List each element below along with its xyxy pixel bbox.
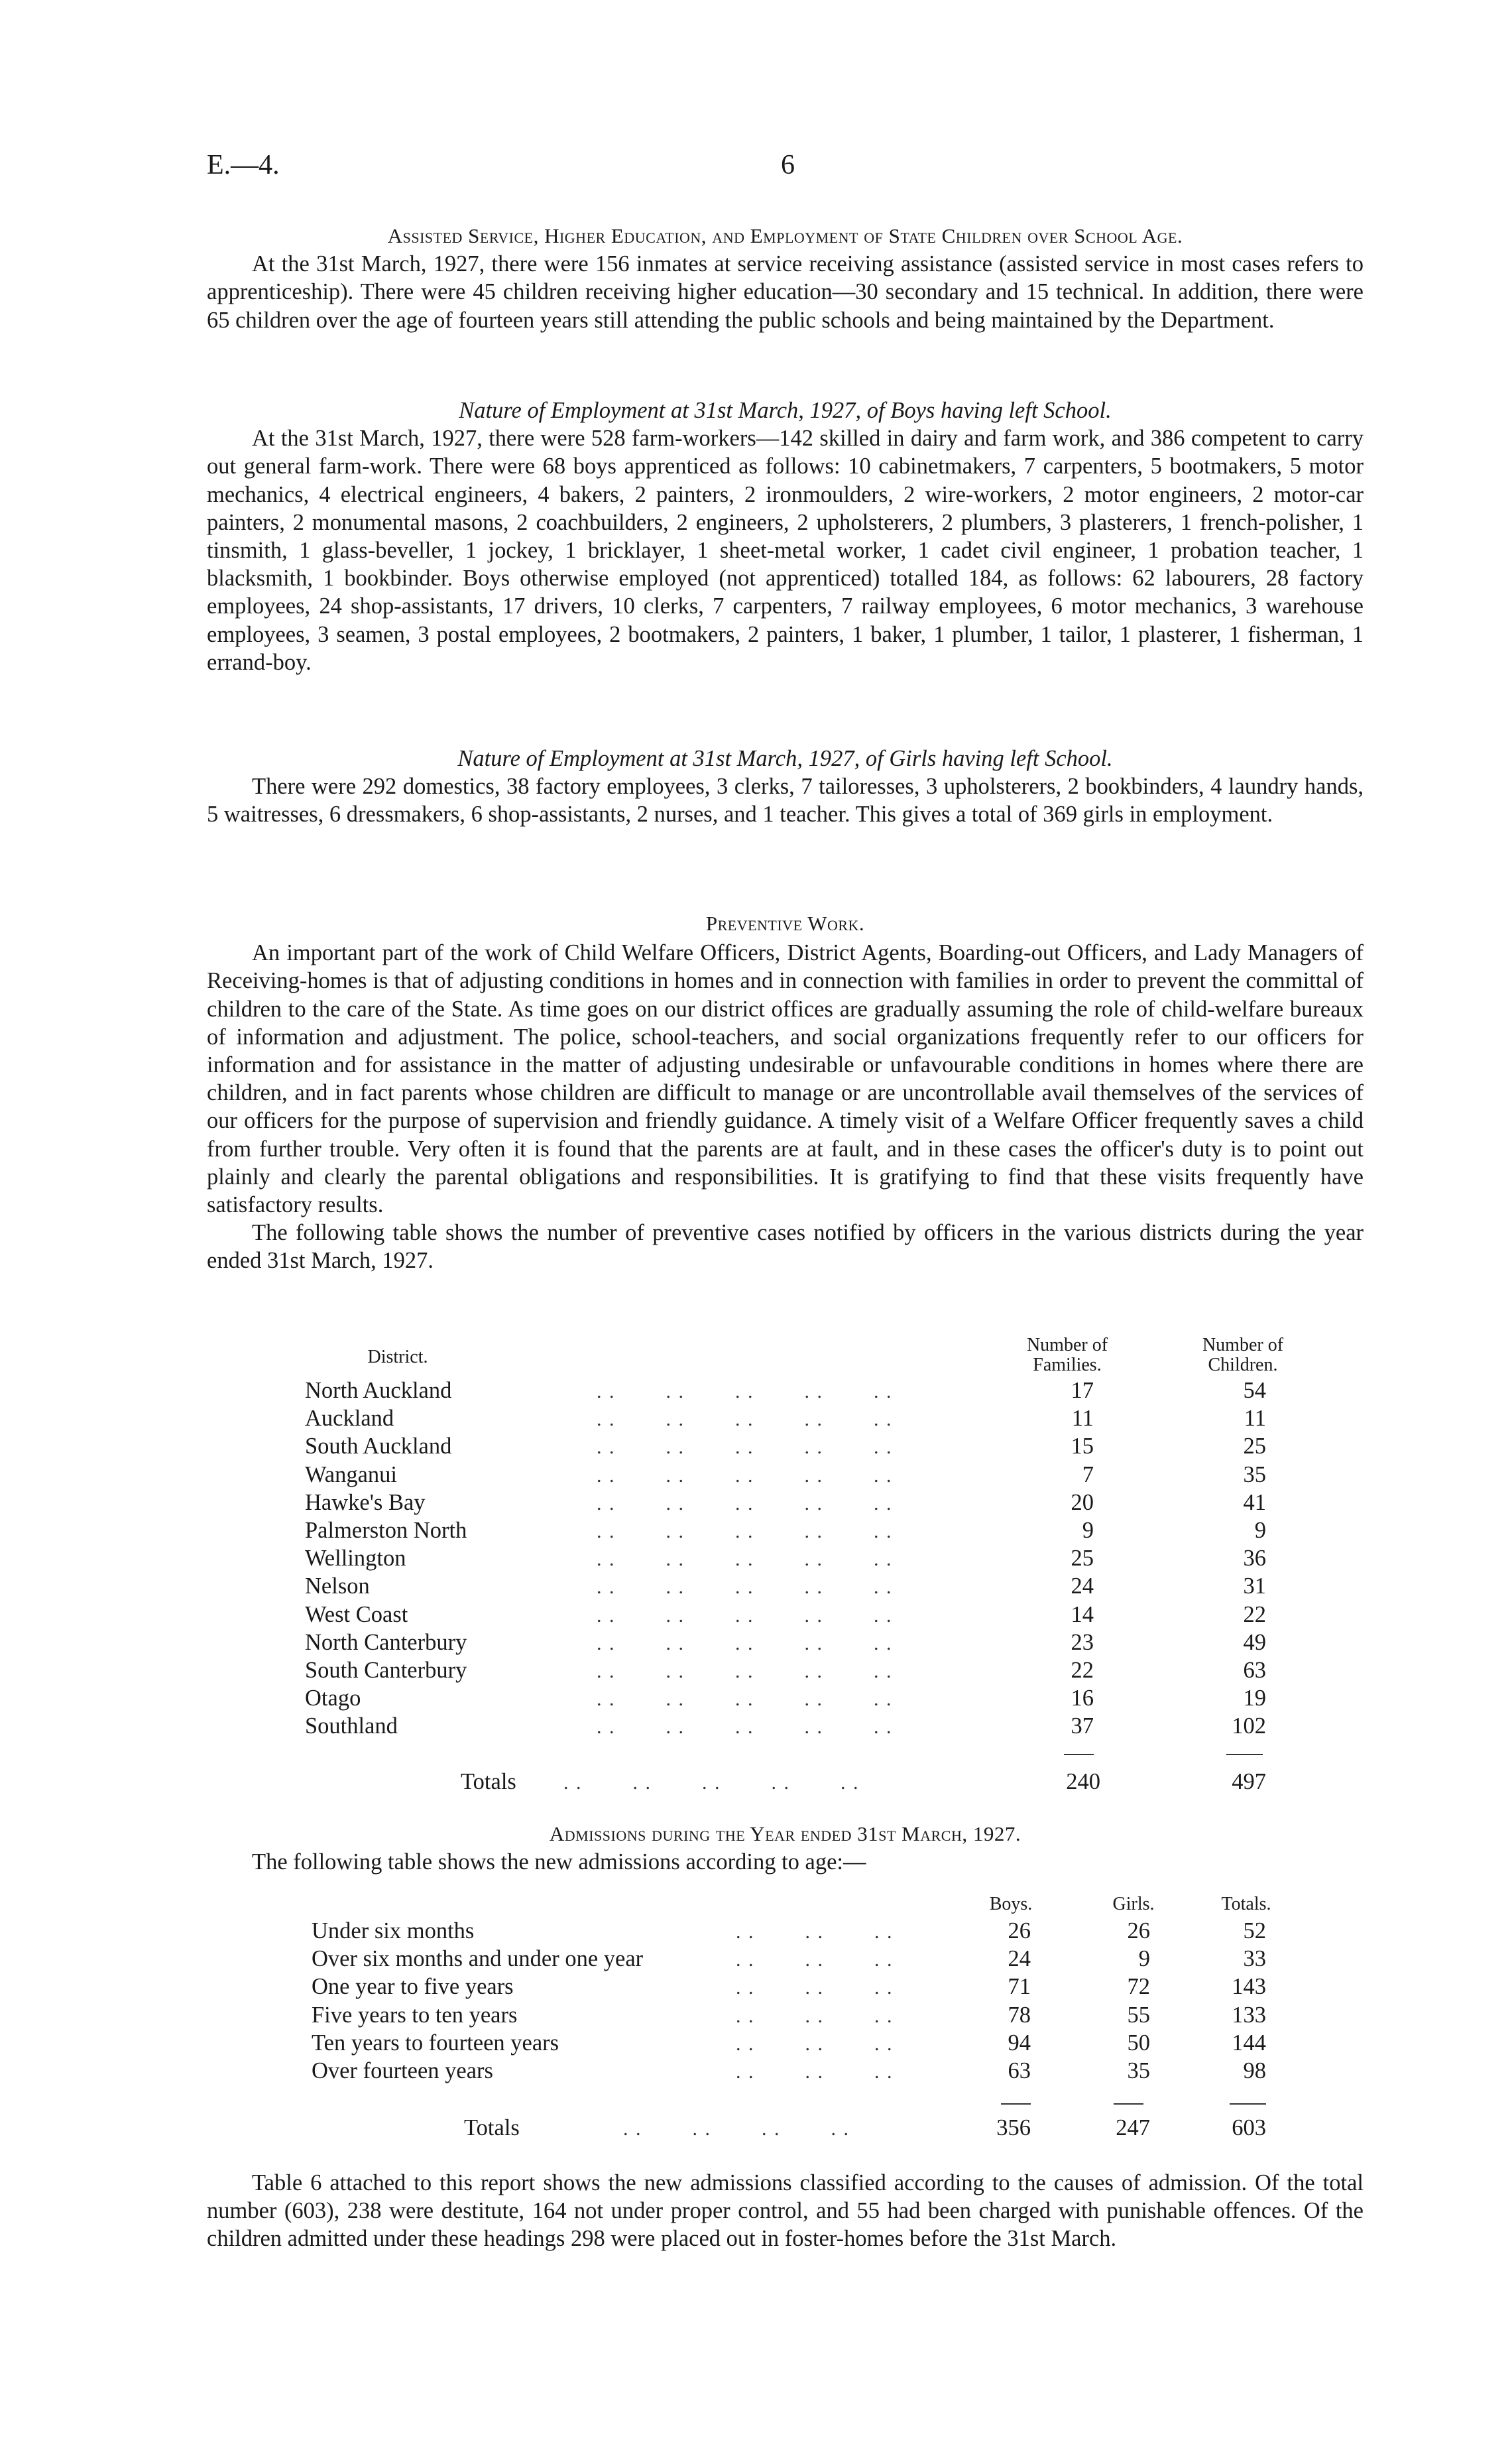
section-boys-employment — [207, 397, 1364, 676]
dot-leader: . . . . . . . . . . — [597, 1716, 893, 1739]
dot-leader: . . . . . . . . . . — [597, 1688, 893, 1711]
district-children: 11 — [1244, 1406, 1266, 1432]
boys-heading: Nature of Employment at 31st March, 1927, of Boys having left School. — [459, 398, 1112, 423]
district-families: 17 — [1071, 1378, 1094, 1403]
dot-leader: . . . . . . . . . . — [597, 1548, 893, 1571]
col-header-totals: Totals. — [1221, 1894, 1271, 1914]
admissions-girls: 35 — [1127, 2058, 1150, 2083]
district-children: 49 — [1243, 1629, 1266, 1655]
admissions-boys: 26 — [1008, 1918, 1031, 1943]
admissions-boys: 78 — [1008, 2002, 1031, 2028]
section-assisted-service — [207, 222, 1364, 334]
district-totals-label: Totals — [461, 1769, 516, 1794]
all-total-rule — [1230, 2103, 1266, 2105]
admissions-total: 98 — [1243, 2058, 1266, 2083]
admissions-boys: 24 — [1008, 1946, 1031, 1972]
girls-heading: Nature of Employment at 31st March, 1927, of Girls having left School. — [457, 746, 1113, 771]
admissions-boys: 63 — [1008, 2058, 1031, 2083]
age-group-label: One year to five years — [312, 1974, 514, 2000]
boys-paragraph: At the 31st March, 1927, there were 528 farm-workers—142 skilled in dairy and farm work, and 386 competent to carry out general farm-work. There were 68 boys apprenticed as follows: 10 cabinetmakers, 7 carpenters, 5 bootmakers, 5 motor mechanics, 4 electrical engineers, 4 bakers, 2 painters, 2 ironmoulders, 2 wire-workers, 2 motor engineers, 2 motor-car painters, 2 monumental masons, 2 coachbuilders, 2 engineers, 2 upholsterers, 2 plumbers, 3 plasterers, 1 french-polisher, 1 tinsmith, 1 glass-beveller, 1 jockey, 1 bricklayer, 1 sheet-metal worker, 1 cadet civil engineer, 1 probation teacher, 1 blacksmith, 1 bookbinder. Boys otherwise employed (not apprenticed) totalled 184, as follows: 62 labourers, 28 factory employees, 24 shop-assistants, 17 drivers, 10 clerks, 7 carpenters, 7 railway employees, 6 motor mechanics, 3 warehouse employees, 3 seamen, 3 postal employees, 2 bootmakers, 2 painters, 1 baker, 1 plumber, 1 tailor, 1 plasterer, 1 fisherman, 1 errand-boy. — [207, 426, 1364, 675]
dot-leader: . . . . . . . . . . — [597, 1408, 893, 1431]
district-name: Palmerston North — [305, 1518, 467, 1543]
admissions-heading: Admissions during the Year ended 31st March, 1927. — [549, 1822, 1021, 1845]
preventive-paragraph-1: An important part of the work of Child Welfare Officers, District Agents, Boarding-out Officers, and Lady Managers of Receiving-homes is that of adjusting conditions in homes and in connection with families in order to prevent the committal of children to the care of the State. As time goes on our district offices are gradually assuming the role of child-welfare bureaux of information and adjustment. The police, school-teachers, and social organizations frequently refer to our officers for information and for assistance in the matter of adjusting undesirable or unfavourable conditions in homes where there are children, and in fact parents whose children are difficult to manage or are uncontrollable avail themselves of the services of our officers for the purpose of supervision and friendly guidance. A timely visit of a Welfare Officer frequently saves a child from further trouble. Very often it is found that the parents are at fault, and in these cases the officer's duty is to point out plainly and clearly the parental obligations and responsibilities. It is gratifying to find that these visits frequently have satisfactory results. — [207, 940, 1364, 1218]
district-name: South Auckland — [305, 1434, 452, 1459]
district-families: 22 — [1071, 1658, 1094, 1683]
dot-leader: . . . . . . . . . . — [597, 1632, 893, 1654]
admissions-intro: The following table shows the new admissions according to age:— — [252, 1849, 866, 1875]
preventive-paragraph-2: The following table shows the number of preventive cases notified by officers in the various districts during the year ended 31st March, 1927. — [207, 1220, 1364, 1274]
district-children: 54 — [1243, 1378, 1266, 1403]
admissions-closing — [207, 2169, 1364, 2253]
dot-leader: . . . . . . — [736, 1921, 894, 1943]
district-children: 35 — [1243, 1461, 1266, 1487]
admissions-girls: 26 — [1127, 1918, 1150, 1943]
dot-leader: . . . . . . — [736, 1949, 894, 1971]
admissions-girls: 72 — [1127, 1974, 1150, 2000]
admissions-boys: 71 — [1008, 1974, 1031, 2000]
girls-total-rule — [1114, 2103, 1143, 2105]
age-group-label: Five years to ten years — [312, 2002, 518, 2028]
district-name: Otago — [305, 1686, 361, 1711]
admissions-total-all: 603 — [1232, 2115, 1266, 2140]
dot-leader: . . . . . . . . . . — [597, 1492, 893, 1514]
admissions-total: 33 — [1243, 1946, 1266, 1972]
preventive-heading: Preventive Work. — [705, 912, 865, 935]
children-total-rule — [1226, 1754, 1263, 1755]
admissions-boys: 94 — [1008, 2030, 1031, 2056]
dot-leader: . . . . . . . . . . — [563, 1772, 860, 1794]
age-group-label: Over fourteen years — [312, 2058, 493, 2083]
col-header-families: Number of Families. — [1026, 1335, 1108, 1375]
district-name: South Canterbury — [305, 1658, 467, 1683]
admissions-girls: 55 — [1127, 2002, 1150, 2028]
section-heading: Assisted Service, Higher Education, and Employment of State Children over School Age. — [387, 224, 1183, 247]
district-children: 9 — [1254, 1518, 1266, 1543]
district-children: 41 — [1243, 1489, 1266, 1515]
district-families: 25 — [1071, 1546, 1094, 1571]
admissions-total: 143 — [1232, 1974, 1266, 2000]
district-children: 22 — [1243, 1601, 1266, 1627]
section-girls-employment — [207, 745, 1364, 829]
district-total-families: 240 — [1066, 1769, 1100, 1794]
admissions-total: 144 — [1232, 2030, 1266, 2056]
district-total-children: 497 — [1232, 1769, 1266, 1794]
admissions-girls: 9 — [1138, 1946, 1150, 1972]
section-preventive-work — [207, 910, 1364, 1275]
admissions-girls: 50 — [1127, 2030, 1150, 2056]
age-group-label: Ten years to fourteen years — [312, 2030, 559, 2056]
district-name: North Auckland — [305, 1378, 452, 1403]
admissions-total: 133 — [1232, 2002, 1266, 2028]
district-name: Nelson — [305, 1573, 370, 1599]
district-families: 37 — [1071, 1713, 1094, 1739]
district-families: 16 — [1071, 1686, 1094, 1711]
col-header-boys: Boys. — [989, 1894, 1033, 1914]
district-name: Southland — [305, 1713, 398, 1739]
admissions-total: 52 — [1243, 1918, 1266, 1943]
district-name: Wanganui — [305, 1461, 398, 1487]
admissions-closing-paragraph: Table 6 attached to this report shows the new admissions classified according to the causes of admission. Of the total number (603), 238 were destitute, 164 not under proper control, and 55 had been charged with punishable offences. Of the children admitted under these headings 298 were placed out in foster-homes before the 31st March. — [207, 2170, 1364, 2252]
district-families: 20 — [1071, 1489, 1094, 1515]
section-paragraph: At the 31st March, 1927, there were 156 inmates at service receiving assistance (assisted service in most cases refers to apprenticeship). There were 45 children receiving higher education—30 secondary and 15 technical. In addition, there were 65 children over the age of fourteen years still attending the public schools and being maintained by the Department. — [207, 251, 1364, 333]
col-header-girls: Girls. — [1112, 1894, 1155, 1914]
admissions-total-boys: 356 — [996, 2115, 1031, 2140]
dot-leader: . . . . . . . . . . — [597, 1604, 893, 1627]
boys-total-rule — [1001, 2103, 1031, 2105]
district-families: 24 — [1071, 1573, 1094, 1599]
age-group-label: Under six months — [312, 1918, 475, 1943]
page-number: 6 — [781, 150, 795, 180]
girls-paragraph: There were 292 domestics, 38 factory employees, 3 clerks, 7 tailoresses, 3 upholsterers, 2 bookbinders, 4 laundry hands, 5 waitresses, 6 dressmakers, 6 shop-assistants, 2 nurses, and 1 teacher. This gives a total of 369 girls in employment. — [207, 774, 1364, 828]
dot-leader: . . . . . . . . . . — [597, 1660, 893, 1682]
district-children: 36 — [1243, 1546, 1266, 1571]
district-name: North Canterbury — [305, 1629, 467, 1655]
age-group-label: Over six months and under one year — [312, 1946, 644, 1972]
district-families: 23 — [1071, 1629, 1094, 1655]
admissions-total-girls: 247 — [1116, 2115, 1150, 2140]
district-name: West Coast — [305, 1601, 408, 1627]
dot-leader: . . . . . . . . . . — [597, 1520, 893, 1542]
district-name: Auckland — [305, 1406, 394, 1432]
dot-leader: . . . . . . . . — [623, 2118, 850, 2140]
section-admissions — [207, 1820, 1364, 1876]
district-children: 102 — [1232, 1713, 1266, 1739]
district-children: 19 — [1243, 1686, 1266, 1711]
dot-leader: . . . . . . — [736, 2032, 894, 2055]
dot-leader: . . . . . . . . . . — [597, 1464, 893, 1487]
district-families: 9 — [1082, 1518, 1094, 1543]
col-header-children: Number of Children. — [1202, 1335, 1284, 1375]
district-families: 11 — [1071, 1406, 1094, 1432]
district-children: 25 — [1243, 1434, 1266, 1459]
district-children: 31 — [1243, 1573, 1266, 1599]
dot-leader: . . . . . . — [736, 2061, 894, 2083]
dot-leader: . . . . . . . . . . — [597, 1381, 893, 1402]
district-families: 15 — [1071, 1434, 1094, 1459]
district-name: Wellington — [305, 1546, 406, 1571]
district-families: 14 — [1071, 1601, 1094, 1627]
report-code: E.—4. — [207, 150, 280, 180]
admissions-totals-label: Totals — [464, 2115, 520, 2140]
dot-leader: . . . . . . . . . . — [597, 1576, 893, 1599]
dot-leader: . . . . . . . . . . — [597, 1436, 893, 1459]
families-total-rule — [1064, 1754, 1094, 1755]
district-families: 7 — [1082, 1461, 1094, 1487]
dot-leader: . . . . . . — [736, 2004, 894, 2027]
dot-leader: . . . . . . — [736, 1977, 894, 1999]
district-name: Hawke's Bay — [305, 1489, 426, 1515]
col-header-district: District. — [367, 1347, 428, 1367]
district-children: 63 — [1243, 1658, 1266, 1683]
